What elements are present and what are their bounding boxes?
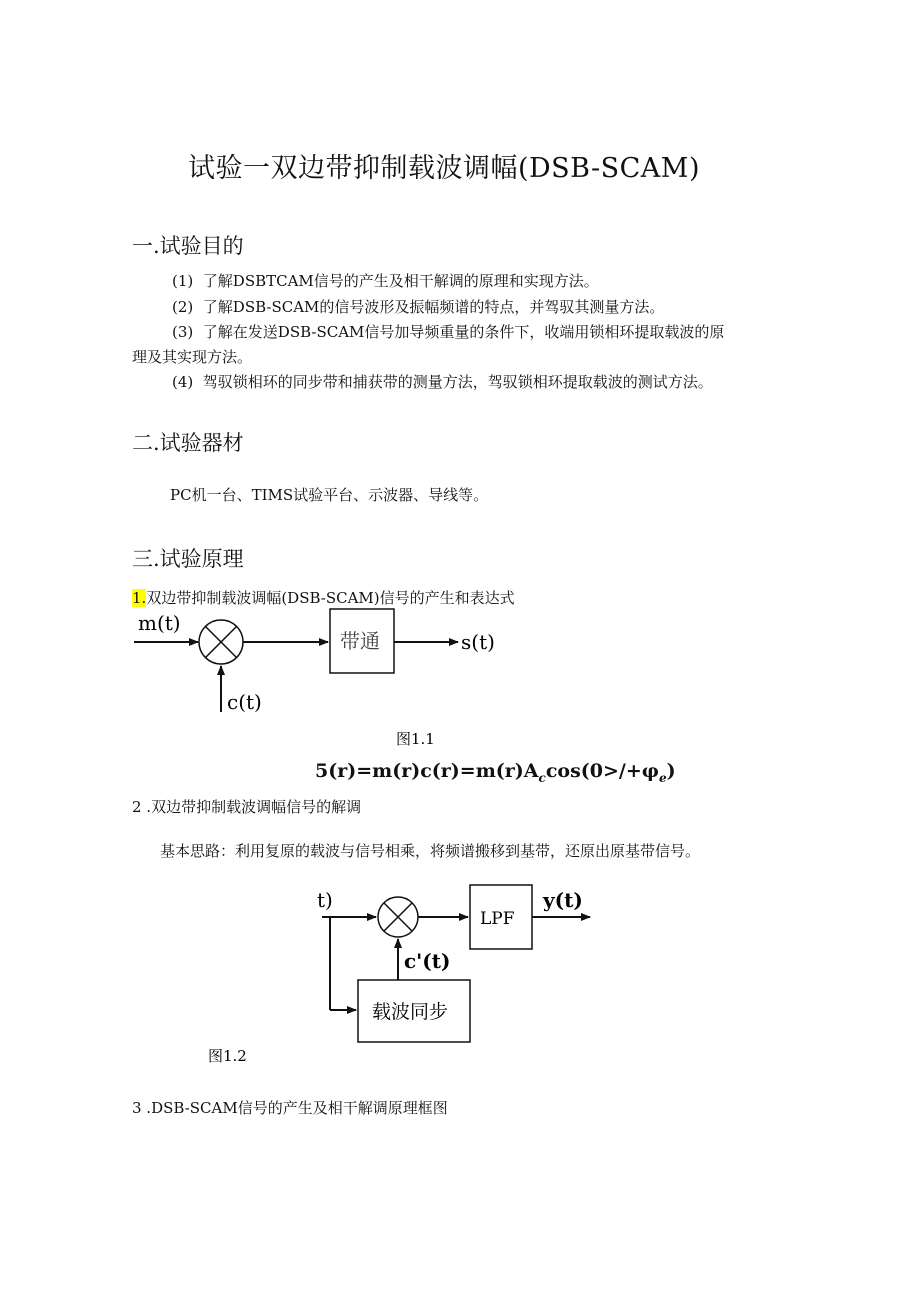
section-heading-purpose: 一.试验目的 (132, 234, 244, 258)
item-number: (4) (172, 373, 194, 391)
subsection-title: 双边带抑制载波调幅(DSB-SCAM)信号的产生和表达式 (146, 589, 515, 607)
formula-end: ) (666, 760, 676, 782)
subsection-2: 2 .双边带抑制载波调幅信号的解调 (132, 798, 362, 816)
formula-subscript: e (658, 770, 667, 785)
demodulation-description: 基本思路：利用复原的载波与信号相乘，将频谱搬移到基带，还原出原基带信号。 (160, 842, 701, 860)
input-label: m(t) (138, 611, 181, 635)
formula-tail: cos(0>/+φ (545, 760, 659, 782)
output-label: y(t) (543, 888, 583, 912)
page-title: 试验一双边带抑制载波调幅(DSB-SCAM) (188, 153, 700, 184)
formula-subscript: c (538, 770, 546, 785)
carrier-label: c(t) (227, 690, 262, 714)
formula-main: 5(r)=m(r)c(r)=m(r)A (315, 760, 539, 782)
figure-1-2-caption: 图1.2 (208, 1047, 247, 1065)
carrier-prime-label: c'(t) (404, 949, 451, 973)
item-number: (1) (172, 272, 194, 290)
item-text: 驾驭锁相环的同步带和捕获带的测量方法，驾驭锁相环提取载波的测试方法。 (202, 373, 713, 391)
section-heading-equipment: 二.试验器材 (132, 431, 244, 455)
output-label: s(t) (461, 630, 495, 654)
input-label: t) (317, 888, 333, 912)
item-number: (3) (172, 323, 194, 341)
filter-label: 带通 (340, 629, 380, 653)
item-text: 了解DSB-SCAM的信号波形及振幅频谱的特点，并驾驭其测量方法。 (202, 298, 665, 316)
figure-1-1-caption: 图1.1 (396, 730, 435, 748)
subsection-number: 1. (132, 589, 147, 607)
item-text: 了解DSBTCAM信号的产生及相干解调的原理和实现方法。 (202, 272, 599, 290)
list-item-continuation: 理及其实现方法。 (132, 348, 253, 366)
carrier-sync-label: 载波同步 (372, 1001, 449, 1023)
item-text: 了解在发送DSB-SCAM信号加导频重量的条件下，收端用锁相环提取载波的原 (202, 323, 725, 341)
lpf-label: LPF (480, 909, 515, 929)
subsection-3: 3 .DSB-SCAM信号的产生及相干解调原理框图 (132, 1099, 448, 1117)
item-number: (2) (172, 298, 194, 316)
equipment-text: PC机一台、TIMS试验平台、示波器、导线等。 (170, 486, 489, 504)
section-heading-principle: 三.试验原理 (132, 547, 244, 571)
